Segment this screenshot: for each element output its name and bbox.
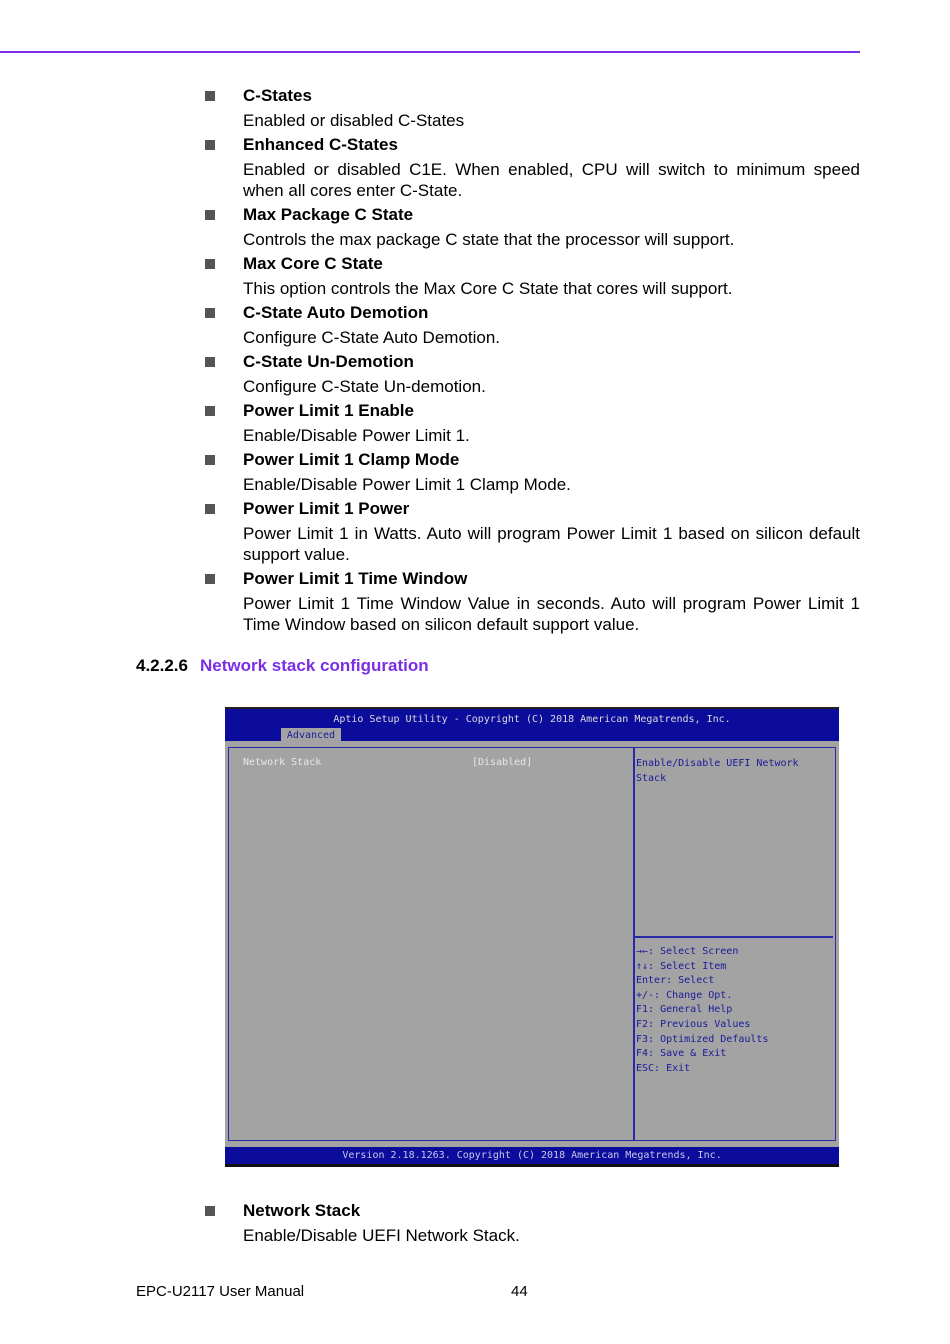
item-title: Enhanced C-States xyxy=(243,135,398,154)
item-title: Network Stack xyxy=(243,1201,361,1220)
item-title: Power Limit 1 Power xyxy=(243,499,410,518)
key-hint: F3: Optimized Defaults xyxy=(636,1033,769,1045)
bullet-icon xyxy=(205,357,215,367)
setting-network-stack[interactable]: Network Stack xyxy=(243,757,322,768)
page-number: 44 xyxy=(511,1283,528,1300)
tab-advanced[interactable]: Advanced xyxy=(281,728,341,743)
bios-title: Aptio Setup Utility - Copyright (C) 2018 American Megatrends, Inc. xyxy=(333,714,731,725)
key-hint: ↑↓: Select Item xyxy=(636,960,727,972)
key-hint: ESC: Exit xyxy=(636,1062,691,1074)
divider xyxy=(633,748,635,1140)
bullet-icon xyxy=(205,406,215,416)
item-title: Power Limit 1 Time Window xyxy=(243,569,468,588)
section-number: 4.2.2.6 xyxy=(136,656,188,675)
key-hint: F2: Previous Values xyxy=(636,1018,751,1030)
bullet-icon xyxy=(205,308,215,318)
item-title: Power Limit 1 Clamp Mode xyxy=(243,450,460,469)
item-title: C-State Un-Demotion xyxy=(243,352,414,371)
setting-value[interactable]: [Disabled] xyxy=(472,757,533,768)
list-item xyxy=(205,203,860,250)
bios-footer: Version 2.18.1263. Copyright (C) 2018 American Megatrends, Inc. xyxy=(225,1147,839,1167)
bullet-icon xyxy=(205,574,215,584)
bullet-icon xyxy=(205,259,215,269)
item-desc: Configure C-State Auto Demotion. xyxy=(243,327,501,347)
bios-frame xyxy=(228,747,836,1141)
list-item xyxy=(205,301,860,348)
key-hint: Enter: Select xyxy=(636,975,715,987)
bios-screenshot xyxy=(225,707,839,1167)
bullet-icon xyxy=(205,455,215,465)
item-desc: This option controls the Max Core C State that cores will support. xyxy=(243,278,733,298)
list-item xyxy=(205,567,860,635)
item-desc: Power Limit 1 Time Window Value in seconds. Auto will program Power Limit 1 Time Window based on silicon default support value. xyxy=(243,593,860,634)
list-item xyxy=(205,350,860,397)
list-item xyxy=(205,252,860,299)
list-item xyxy=(205,399,860,446)
option-list xyxy=(205,1199,860,1248)
section-heading xyxy=(136,655,429,677)
item-desc: Configure C-State Un-demotion. xyxy=(243,376,486,396)
item-desc: Controls the max package C state that the processor will support. xyxy=(243,229,735,249)
help-text: Enable/Disable UEFI Network Stack xyxy=(636,758,799,784)
list-item xyxy=(205,1199,860,1246)
header-rule xyxy=(0,51,860,53)
item-title: Power Limit 1 Enable xyxy=(243,401,414,420)
item-desc: Enable/Disable UEFI Network Stack. xyxy=(243,1225,520,1245)
bullet-icon xyxy=(205,504,215,514)
key-hint: +/-: Change Opt. xyxy=(636,989,733,1001)
item-title: Max Package C State xyxy=(243,205,414,224)
key-hint: F4: Save & Exit xyxy=(636,1048,727,1060)
key-hint: F1: General Help xyxy=(636,1004,733,1016)
footer-manual: EPC-U2117 User Manual xyxy=(136,1283,305,1300)
bios-header xyxy=(225,707,839,741)
bullet-icon xyxy=(205,210,215,220)
list-item xyxy=(205,84,860,131)
list-item xyxy=(205,448,860,495)
list-item xyxy=(205,497,860,565)
list-item xyxy=(205,133,860,201)
bullet-icon xyxy=(205,91,215,101)
item-desc: Enabled or disabled C-States xyxy=(243,110,465,130)
item-desc: Enable/Disable Power Limit 1 Clamp Mode. xyxy=(243,474,571,494)
divider xyxy=(635,936,833,938)
section-title: Network stack configuration xyxy=(200,656,429,675)
bullet-icon xyxy=(205,1206,215,1216)
option-list xyxy=(205,84,860,637)
item-desc: Enable/Disable Power Limit 1. xyxy=(243,425,470,445)
item-title: C-State Auto Demotion xyxy=(243,303,429,322)
item-title: Max Core C State xyxy=(243,254,383,273)
key-legend xyxy=(636,945,768,1076)
bullet-icon xyxy=(205,140,215,150)
item-title: C-States xyxy=(243,86,312,105)
item-desc: Power Limit 1 in Watts. Auto will program Power Limit 1 based on silicon default support value. xyxy=(243,523,860,564)
item-desc: Enabled or disabled C1E. When enabled, CPU will switch to minimum speed when all cores enter C-State. xyxy=(243,159,860,200)
key-hint: →←: Select Screen xyxy=(636,946,739,957)
